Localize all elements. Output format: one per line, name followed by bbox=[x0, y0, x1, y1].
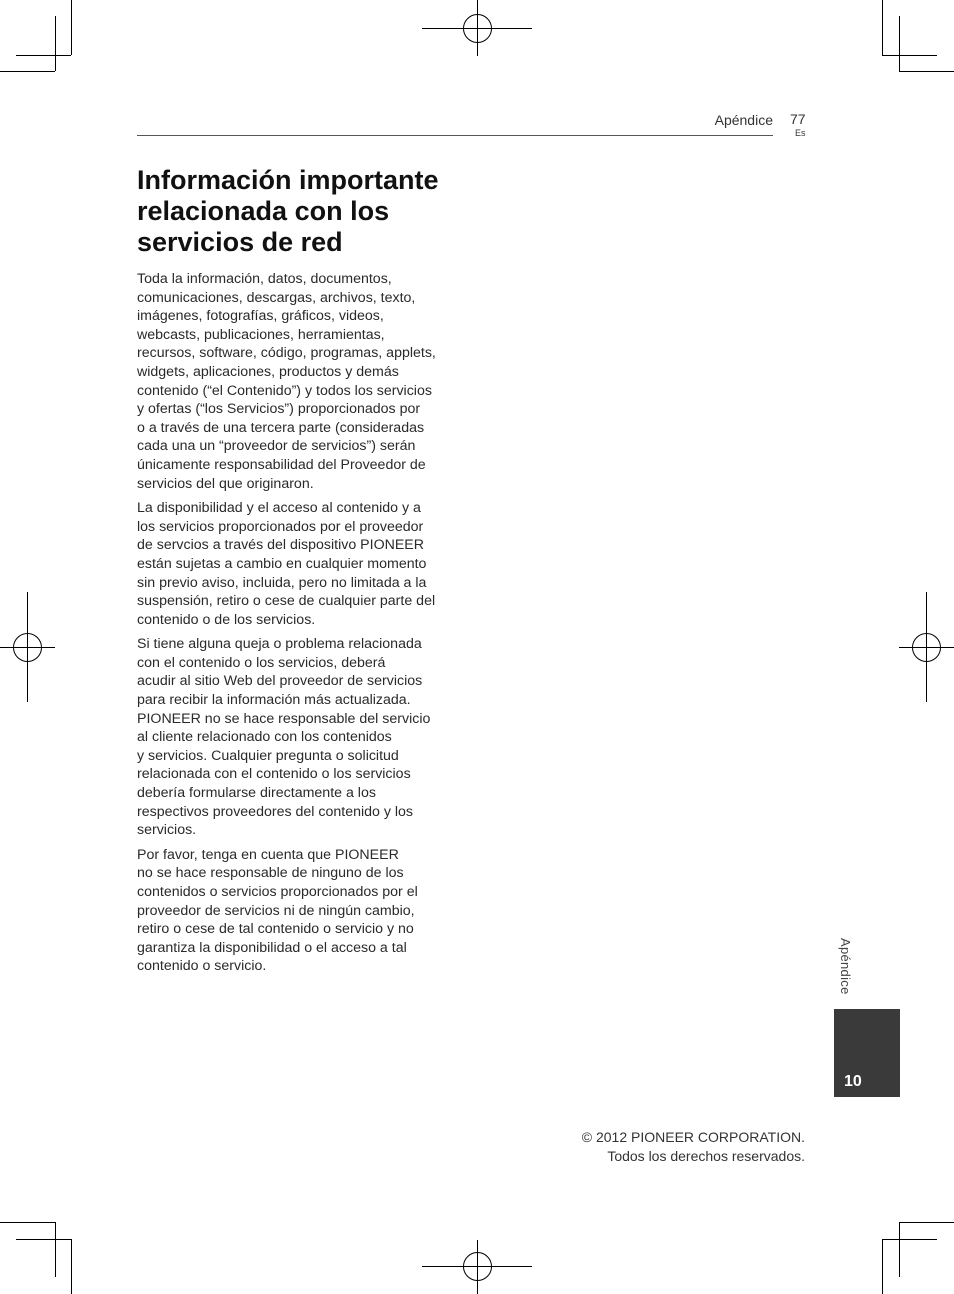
crop-mark bbox=[882, 1239, 937, 1240]
crop-mark bbox=[16, 1239, 71, 1240]
crop-mark bbox=[899, 71, 954, 72]
crop-mark bbox=[882, 0, 883, 55]
header-section-title: Apéndice bbox=[714, 112, 773, 128]
crop-mark bbox=[0, 1222, 55, 1223]
paragraph: Toda la información, datos, documentos, comunicaciones, descargas, archivos, texto, imágenes, fotografías, gráficos, videos, webcasts, publicaciones, herramientas, recursos, software, código, programas, applets, widgets, aplicaciones, productos y demás contenido (“el Contenido”) y todos los servicios y ofertas (“los Servicios”) proporcionados por o a través de una tercera parte (consideradas cada una un “proveedor de servicios”) serán únicamente responsabilidad del Proveedor de servicios del que originaron. bbox=[137, 271, 436, 492]
page-number: 77 bbox=[790, 111, 806, 127]
page-title: Información importante relacionada con los servicios de red bbox=[137, 165, 439, 257]
crop-mark bbox=[55, 1222, 56, 1277]
language-code: Es bbox=[795, 128, 806, 138]
crop-mark bbox=[0, 71, 55, 72]
body-text bbox=[137, 270, 459, 982]
crop-mark bbox=[882, 55, 937, 56]
crop-mark bbox=[71, 1239, 72, 1294]
header-rule bbox=[137, 135, 773, 136]
crop-mark bbox=[55, 16, 56, 71]
crop-mark bbox=[16, 55, 71, 56]
chapter-tab bbox=[834, 1009, 900, 1097]
footer bbox=[582, 1128, 805, 1166]
crop-mark bbox=[882, 1239, 883, 1294]
chapter-number: 10 bbox=[844, 1073, 862, 1090]
copyright-text: © 2012 PIONEER CORPORATION. bbox=[581, 1129, 805, 1145]
crop-mark bbox=[71, 0, 72, 55]
paragraph: Si tiene alguna queja o problema relacionada con el contenido o los servicios, deberá acudir al sitio Web del proveedor de servicios para recibir la información más actualizada. PIONEER no se hace responsable del servicio al cliente relacionado con los contenidos y servicios. Cualquier pregunta o solicitud relacionada con el contenido o los servicios debería formularse directamente a los respectivos proveedores del contenido y los servicios. bbox=[137, 636, 431, 839]
side-section-label: Apéndice bbox=[838, 938, 853, 995]
crop-mark bbox=[899, 16, 900, 71]
paragraph: Por favor, tenga en cuenta que PIONEER no se hace responsable de ninguno de los contenidos o servicios proporcionados por el proveedor de servicios ni de ningún cambio, retiro o cese de tal contenido o servicio y no garantiza la disponibilidad o el acceso a tal contenido o servicio. bbox=[137, 846, 418, 975]
crop-mark bbox=[899, 1222, 900, 1277]
paragraph: La disponibilidad y el acceso al contenido y a los servicios proporcionados por el proveedor de servcios a través del dispositivo PIONEER están sujetas a cambio en cualquier momento sin previo aviso, incluida, pero no limitada a la suspensión, retiro o cese de cualquier parte del contenido o de los servicios. bbox=[137, 500, 436, 628]
crop-mark bbox=[899, 1222, 954, 1223]
rights-text: Todos los derechos reservados. bbox=[607, 1148, 805, 1164]
